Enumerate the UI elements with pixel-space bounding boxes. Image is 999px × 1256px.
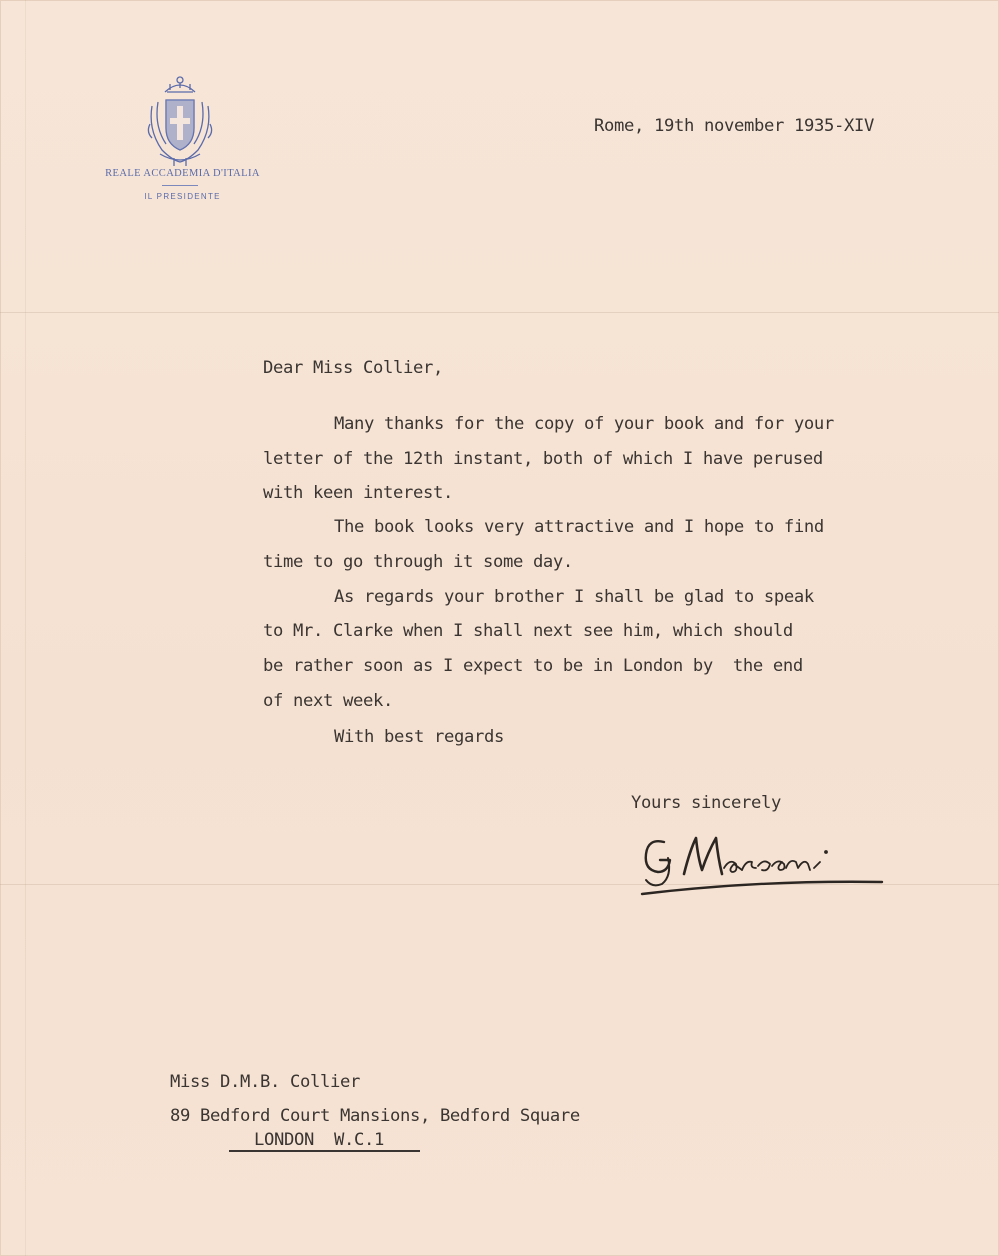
date-line: Rome, 19th november 1935-XIV <box>594 116 874 136</box>
paper-fold-line <box>25 0 26 1256</box>
paper-fold-line <box>0 312 999 313</box>
recipient-name: Miss D.M.B. Collier <box>170 1072 360 1092</box>
body-line: time to go through it some day. <box>263 552 573 572</box>
academy-role: IL PRESIDENTE <box>144 192 221 201</box>
handwritten-signature <box>638 828 888 908</box>
closing: Yours sincerely <box>631 793 781 813</box>
body-line: letter of the 12th instant, both of which I have perused <box>263 449 823 469</box>
recipient-city: LONDON W.C.1 <box>254 1130 384 1150</box>
address-underline <box>229 1150 420 1152</box>
body-line: The book looks very attractive and I hope to find <box>334 517 824 537</box>
body-line: of next week. <box>263 691 393 711</box>
salutation: Dear Miss Collier, <box>263 358 443 378</box>
body-line: As regards your brother I shall be glad to speak <box>334 587 814 607</box>
academy-name: REALE ACCADEMIA D'ITALIA <box>105 168 260 179</box>
royal-crest-icon <box>140 72 220 168</box>
body-line: With best regards <box>334 727 504 747</box>
body-line: Many thanks for the copy of your book and for your <box>334 414 834 434</box>
body-line: to Mr. Clarke when I shall next see him, which should <box>263 621 793 641</box>
letterhead-divider <box>162 185 198 186</box>
body-line: with keen interest. <box>263 483 453 503</box>
recipient-street: 89 Bedford Court Mansions, Bedford Square <box>170 1106 580 1126</box>
body-line: be rather soon as I expect to be in London by the end <box>263 656 803 676</box>
